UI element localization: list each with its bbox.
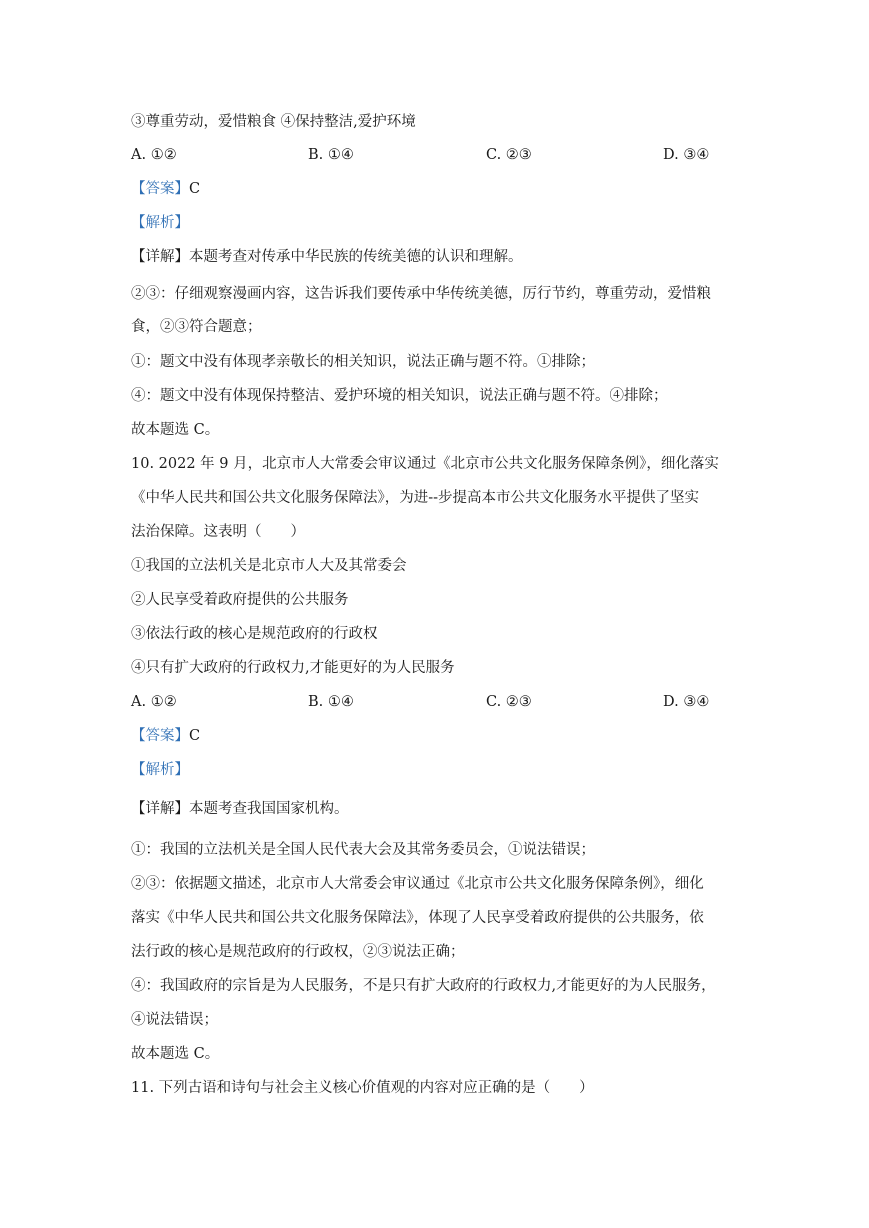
- q10-stem-line: 法治保障。这表明（ ）: [131, 524, 305, 540]
- q10-answer-value: C: [189, 728, 201, 744]
- q10-detail-line: 【详解】本题考查我国国家机构。: [131, 801, 349, 817]
- q10-statement-1: ①我国的立法机关是北京市人大及其常委会: [131, 558, 407, 574]
- q10-statement-2: ②人民享受着政府提供的公共服务: [131, 592, 349, 608]
- q9-detail-line: ②③：仔细观察漫画内容，这告诉我们要传承中华传统美德，厉行节约，尊重劳动，爱惜粮: [131, 286, 711, 302]
- q9-option-a: A. ①②: [131, 147, 177, 163]
- q10-detail-line: ①：我国的立法机关是全国人民代表大会及其常务委员会，①说法错误；: [131, 842, 595, 858]
- q9-statement-tail: ③尊重劳动，爱惜粮食 ④保持整洁,爱护环境: [131, 114, 416, 130]
- q10-option-b: B. ①④: [308, 694, 354, 710]
- q9-option-c: C. ②③: [486, 147, 532, 163]
- q10-answer-label: 【答案】: [131, 728, 189, 744]
- q10-analysis-label: 【解析】: [131, 762, 189, 778]
- q10-option-c: C. ②③: [486, 694, 532, 710]
- q10-stem-line: 《中华人民共和国公共文化服务保障法》，为进--步提高本市公共文化服务水平提供了坚实: [131, 490, 700, 506]
- q10-detail-line: ④：我国政府的宗旨是为人民服务，不是只有扩大政府的行政权力,才能更好的为人民服务，: [131, 978, 716, 994]
- q10-option-d: D. ③④: [663, 694, 710, 710]
- q9-detail-line: ④：题文中没有体现保持整洁、爱护环境的相关知识，说法正确与题不符。④排除；: [131, 388, 668, 404]
- q9-answer-label: 【答案】: [131, 181, 189, 197]
- q10-detail-line: 法行政的核心是规范政府的行政权，②③说法正确；: [131, 944, 465, 960]
- q9-answer: [131, 180, 200, 198]
- q9-option-d: D. ③④: [663, 147, 710, 163]
- q9-conclusion: 故本题选 C。: [131, 422, 220, 438]
- q9-detail-line: 食，②③符合题意；: [131, 319, 262, 335]
- q10-stem-line: 10. 2022 年 9 月，北京市人大常委会审议通过《北京市公共文化服务保障条例》，细化落实: [131, 456, 719, 472]
- q9-analysis-label: 【解析】: [131, 215, 189, 231]
- q9-detail-line: 【详解】本题考查对传承中华民族的传统美德的认识和理解。: [131, 249, 523, 265]
- q10-answer: [131, 727, 200, 745]
- q10-option-a: A. ①②: [131, 694, 177, 710]
- q11-stem: 11. 下列古语和诗句与社会主义核心价值观的内容对应正确的是（ ）: [131, 1080, 594, 1096]
- q10-conclusion: 故本题选 C。: [131, 1046, 220, 1062]
- q9-answer-value: C: [189, 181, 201, 197]
- q10-detail-line: 落实《中华人民共和国公共文化服务保障法》，体现了人民享受着政府提供的公共服务，依: [131, 910, 704, 926]
- q10-statement-4: ④只有扩大政府的行政权力,才能更好的为人民服务: [131, 660, 455, 676]
- q10-detail-line: ②③：依据题文描述，北京市人大常委会审议通过《北京市公共文化服务保障条例》，细化: [131, 876, 704, 892]
- q10-statement-3: ③依法行政的核心是规范政府的行政权: [131, 626, 378, 642]
- q9-option-b: B. ①④: [308, 147, 354, 163]
- q10-detail-line: ④说法错误；: [131, 1012, 218, 1028]
- q9-detail-line: ①：题文中没有体现孝亲敬长的相关知识，说法正确与题不符。①排除；: [131, 354, 595, 370]
